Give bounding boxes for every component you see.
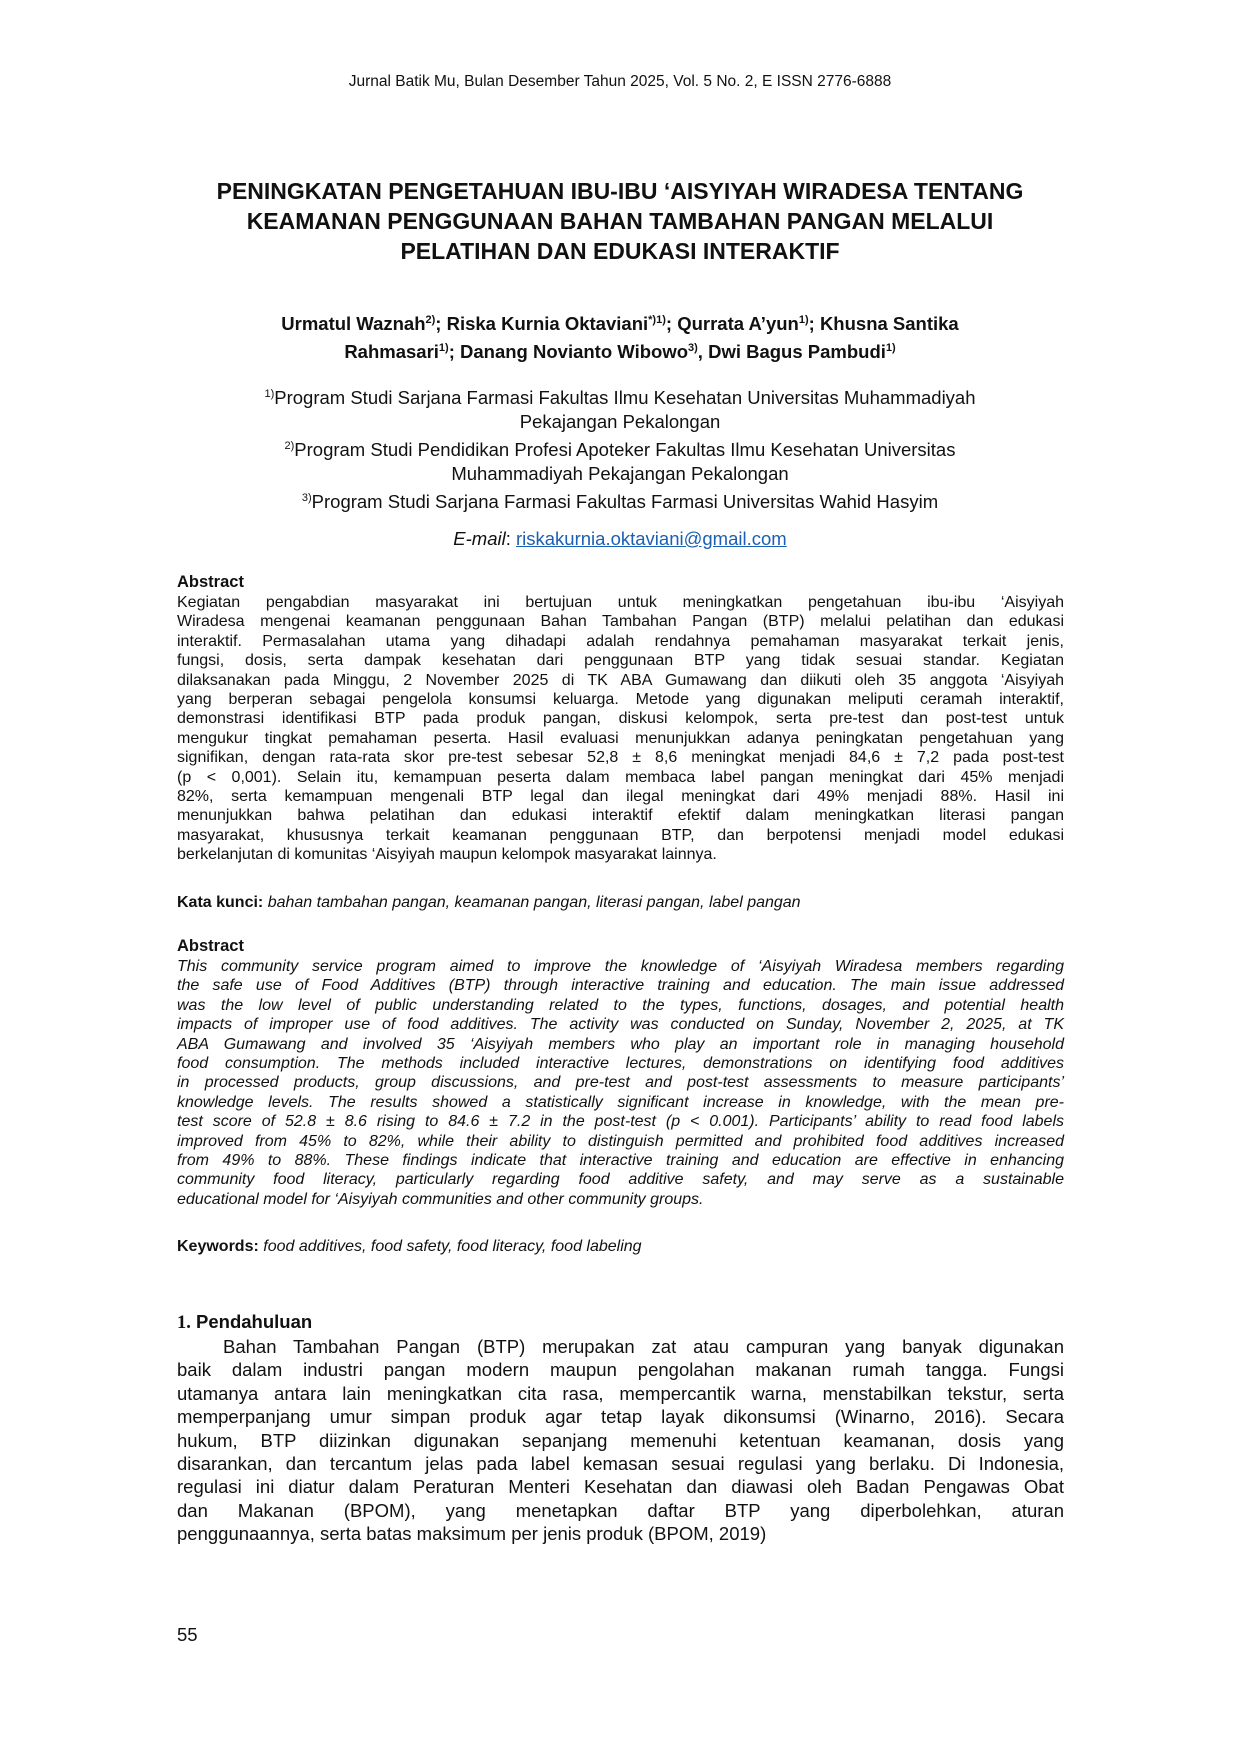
email-label: E-mail (453, 528, 506, 549)
page-number: 55 (177, 1624, 198, 1645)
email-link[interactable]: riskakurnia.oktaviani@gmail.com (516, 528, 787, 549)
abstract-line: educational model for ‘Aisyiyah communities and other community groups. (177, 1190, 704, 1208)
abstract-line: mengukur tingkat pemahaman peserta. Hasil evaluasi menunjukkan adanya peningkatan pengetahuan yang (177, 729, 1064, 747)
author-name: Riska Kurnia Oktaviani (446, 313, 649, 335)
corresponding-email (0, 528, 1240, 550)
abstract-line: menunjukkan bahwa pelatihan dan edukasi interaktif efektif dalam meningkatkan literasi pangan (177, 807, 1064, 825)
body-line: Bahan Tambahan Pangan (BTP) merupakan zat atau campuran yang banyak digunakan (223, 1336, 1064, 1357)
author-name: Dwi Bagus Pambudi (708, 341, 886, 363)
abstract-body-en (177, 957, 1064, 1209)
affiliation-mark: 1) (264, 388, 275, 400)
abstract-line: 82%, serta kemampuan mengenali BTP legal dan ilegal meningkat dari 49% menjadi 88%. Hasil ini (177, 788, 1064, 806)
section-body (177, 1335, 1064, 1546)
section-title: Pendahuluan (196, 1311, 313, 1332)
abstract-line: from 49% to 88%. These findings indicate that interactive training and education are effective in enhancing (177, 1152, 1064, 1170)
body-line: dan Makanan (BPOM), yang menetapkan daftar BTP yang diperbolehkan, aturan (177, 1499, 1064, 1521)
author-affil-mark: 1) (438, 342, 449, 355)
author-separator: ; (665, 313, 678, 335)
body-line: memperpanjang umur simpan produk agar tetap layak dikonsumsi (Winarno, 2016). Secara (177, 1406, 1064, 1428)
body-line: baik dalam industri pangan modern maupun pengolahan makanan rumah tangga. Fungsi (177, 1359, 1064, 1381)
author-affil-mark: 1) (798, 314, 809, 326)
abstract-line: in processed products, group discussions, and pre-test and post-test assessments to measure participants’ (177, 1074, 1064, 1092)
title-line: PENINGKATAN PENGETAHUAN IBU-IBU ‘AISYIYAH WIRADESA TENTANG (216, 178, 1024, 204)
affiliation-line (130, 486, 1110, 514)
abstract-line: the safe use of Food Additives (BTP) through interactive training and education. The main issue addressed (177, 977, 1064, 995)
section-heading (177, 1311, 312, 1334)
author-separator: ; (808, 313, 820, 335)
affiliation-mark: 3) (301, 492, 312, 505)
body-line: utamanya antara lain meningkatkan cita rasa, mempercantik warna, menstabilkan tekstur, serta (177, 1382, 1064, 1404)
abstract-line: berkelanjutan di komunitas ‘Aisyiyah maupun kelompok masyarakat lainnya. (177, 846, 717, 864)
abstract-line: community food literacy, particularly regarding food additive safety, and may serve as a sustainable (177, 1171, 1064, 1189)
author-separator: ; (448, 341, 461, 363)
abstract-line: interaktif. Permasalahan utama yang dihadapi adalah rendahnya pemahaman masyarakat terkait jenis, (177, 632, 1064, 650)
abstract-line: signifikan, dengan rata-rata skor pre-test sebesar 52,8 ± 8,6 meningkat menjadi 84,6 ± 7,2 pada post-test (177, 749, 1064, 767)
author-separator: ; (435, 313, 447, 335)
author-name: Rahmasari (344, 341, 439, 363)
keywords-en (177, 1238, 642, 1256)
body-line: penggunaannya, serta batas maksimum per jenis produk (BPOM, 2019) (177, 1523, 767, 1545)
abstract-body-id (177, 593, 1064, 865)
author-name: Urmatul Waznah (281, 313, 426, 335)
abstract-line: masyarakat, khususnya terkait keamanan penggunaan BTP, dan berpotensi menjadi model edukasi (177, 826, 1064, 844)
abstract-line: Kegiatan pengabdian masyarakat ini bertujuan untuk meningkatkan pengetahuan ibu-ibu ‘Aisyiyah (177, 594, 1064, 611)
author-affil-mark: 3) (688, 342, 698, 355)
keywords-text: food additives, food safety, food literacy, food labeling (263, 1238, 642, 1255)
keywords-label: Kata kunci: (177, 894, 264, 911)
abstract-line: Wiradesa mengenai keamanan penggunaan Bahan Tambahan Pangan (BTP) melalui pelatihan dan edukasi (177, 613, 1064, 631)
author-name: Khusna Santika (819, 313, 959, 335)
running-header: Jurnal Batik Mu, Bulan Desember Tahun 2025, Vol. 5 No. 2, E ISSN 2776-6888 (348, 73, 892, 90)
body-line: disarankan, dan tercantum jelas pada label kemasan sesuai regulasi yang berlaku. Di Indonesia, (177, 1453, 1064, 1475)
abstract-heading-en: Abstract (177, 937, 244, 955)
affiliation-text: Program Studi Pendidikan Profesi Apoteker Fakultas Ilmu Kesehatan Universitas (294, 439, 956, 461)
abstract-line: (p < 0,001). Selain itu, kemampuan peserta dalam membaca label pangan meningkat dari 45% menjadi (177, 768, 1064, 786)
affiliation-line (130, 382, 1110, 410)
keywords-label: Keywords: (177, 1238, 259, 1255)
abstract-line: impacts of improper use of food additives. The activity was conducted on Sunday, November 2, 2025, at TK (177, 1016, 1064, 1034)
abstract-heading-id: Abstract (177, 573, 244, 591)
email-separator: : (505, 528, 516, 549)
author-line (160, 336, 1080, 364)
abstract-line: dilaksanakan pada Minggu, 2 November 2025 di TK ABA Gumawang dan diikuti oleh 35 anggota ‘Aisyiyah (177, 671, 1064, 689)
abstract-line: This community service program aimed to improve the knowledge of ‘Aisyiyah Wiradesa members regarding (177, 958, 1064, 975)
affiliation-line (130, 434, 1110, 462)
abstract-line: test score of 52.8 ± 8.6 rising to 84.6 ± 7.2 in the post-test (p < 0.001). Participants’ ability to read food labels (177, 1113, 1064, 1131)
affiliations (130, 382, 1110, 514)
keywords-text: bahan tambahan pangan, keamanan pangan, literasi pangan, label pangan (267, 894, 801, 911)
title-line: KEAMANAN PENGGUNAAN BAHAN TAMBAHAN PANGAN MELALUI (246, 208, 994, 234)
author-affil-mark: 1) (885, 342, 896, 355)
affiliation-mark: 2) (284, 440, 295, 453)
abstract-line: knowledge levels. The results showed a statistically significant increase in knowledge, with the mean pre- (177, 1093, 1064, 1111)
author-affil-mark: *)1) (648, 314, 666, 326)
body-line: regulasi ini diatur dalam Peraturan Menteri Kesehatan dan diawasi oleh Badan Pengawas Obat (177, 1476, 1064, 1498)
affiliation-text: Program Studi Sarjana Farmasi Fakultas Ilmu Kesehatan Universitas Muhammadiyah (274, 387, 976, 409)
abstract-line: yang berperan sebagai pengelola konsumsi keluarga. Metode yang digunakan meliputi ceramah interaktif, (177, 691, 1064, 709)
abstract-line: improved from 45% to 82%, while their ability to distinguish permitted and prohibited food additives increased (177, 1132, 1064, 1150)
abstract-line: ABA Gumawang and involved 35 ‘Aisyiyah members who play an important role in managing household (177, 1035, 1064, 1053)
abstract-line: fungsi, dosis, serta dampak kesehatan dari penggunaan BTP yang tidak sesuai standar. Kegiatan (177, 652, 1064, 670)
affiliation-text: Program Studi Sarjana Farmasi Fakultas Farmasi Universitas Wahid Hasyim (311, 491, 939, 513)
affiliation-line: Pekajangan Pekalongan (519, 411, 721, 433)
abstract-line: demonstrasi identifikasi BTP pada produk pangan, diskusi kelompok, serta pre-test dan post-test untuk (177, 710, 1064, 728)
abstract-line: was the low level of public understanding related to the types, functions, dosages, and potential health (177, 996, 1064, 1014)
author-separator: , (697, 341, 709, 363)
body-line: hukum, BTP diizinkan digunakan sepanjang memenuhi ketentuan keamanan, dosis yang (177, 1429, 1064, 1451)
author-affil-mark: 2) (425, 314, 436, 326)
section-number: 1. (177, 1313, 191, 1333)
author-list (160, 308, 1080, 364)
author-line (160, 308, 1080, 336)
author-name: Qurrata A’yun (677, 313, 799, 335)
author-name: Danang Novianto Wibowo (460, 341, 689, 363)
keywords-id (177, 894, 801, 912)
affiliation-line: Muhammadiyah Pekajangan Pekalongan (451, 463, 789, 485)
title-line: PELATIHAN DAN EDUKASI INTERAKTIF (400, 238, 840, 264)
abstract-line: food consumption. The methods included interactive lectures, demonstrations on identifying food additives (177, 1055, 1064, 1073)
paper-title (160, 176, 1080, 266)
